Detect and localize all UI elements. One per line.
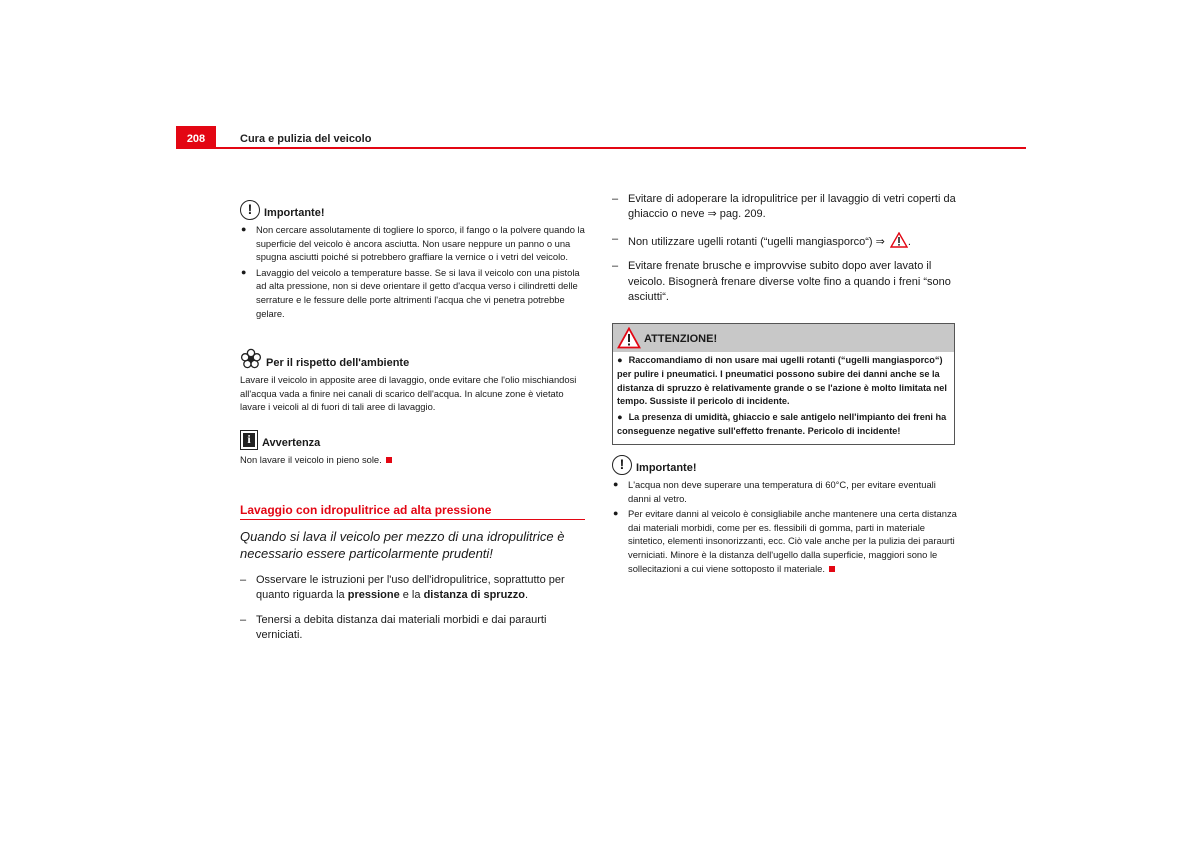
dash: – [612, 232, 619, 245]
info-icon: i [240, 430, 258, 450]
bullet: ● [241, 266, 247, 277]
dash: – [612, 193, 619, 205]
bullet: ● [613, 479, 619, 489]
note-title: Importante! [264, 207, 325, 219]
bullet: ● [241, 224, 247, 234]
exclamation-icon: ! [612, 455, 632, 475]
note-environment [240, 346, 585, 414]
exclamation-icon: ! [240, 200, 260, 220]
bullet: ● [617, 355, 623, 365]
list-item: ● Non cercare assolutamente di togliere lo sporco, il fango o la polvere quando la superficie del veicolo è ancora asciutta. Non usare neppure un panno o una spugna asciutti poiché si potrebbero graffiare la vernice o i vetri del veicolo. [241, 224, 585, 263]
dash: – [612, 260, 619, 273]
warning-title: ATTENZIONE! [644, 333, 718, 345]
bullet: ● [613, 508, 619, 519]
dash: – [240, 574, 247, 586]
flower-icon [240, 348, 262, 370]
page-header [176, 126, 1026, 148]
note-advice [240, 426, 585, 467]
dash: – [240, 613, 247, 626]
bullet: ● [617, 412, 623, 423]
list-item: ● L'acqua non deve superare una temperatura di 60°C, per evitare eventuali danni al vetro. [613, 479, 936, 504]
note-title: Per il rispetto dell'ambiente [266, 357, 410, 369]
warning-item: ● Raccomandiamo di non usare mai ugelli rotanti (“ugelli mangiasporco“) per pulire i pneumatici. I pneumatici possono subire dei danni anche se la distanza di spruzzo è relativamente grande o se l'azione è molto limitata nel tempo. Sussiste il pericolo di incidente. [617, 355, 947, 407]
list-item: – Tenersi a debita distanza dai materiali morbidi e dai paraurti verniciati. [240, 613, 547, 642]
warning-triangle-icon [617, 327, 641, 349]
note-title: Importante! [636, 462, 697, 474]
list-item: – Osservare le istruzioni per l'uso dell'idropulitrice, soprattutto per quanto riguarda la pressione e la distanza di spruzzo. [240, 574, 565, 602]
note-important-left [240, 196, 585, 320]
end-marker [829, 566, 835, 572]
warning-reference-icon [890, 232, 908, 248]
warning-box [612, 323, 955, 445]
header-rule [176, 147, 1026, 149]
procedure-list-left [240, 573, 585, 653]
procedure-list-right [612, 192, 957, 314]
chapter-title: Cura e pulizia del veicolo [240, 133, 372, 145]
list-item: – Non utilizzare ugelli rotanti (“ugelli mangiasporco“) ⇒ . [612, 232, 911, 248]
list-item: ● Per evitare danni al veicolo è consigliabile anche mantenere una certa distanza dai materiali morbidi, come per es. flessibili di gomma, parti in materiale sintetico, elementi insonorizzanti, ecc. Ciò vale anche per la pulizia dei paraurti verniciati. Minore è la distanza dell'ugello dalla superficie, maggiori sono le sollecitazioni a cui viene sottoposto il materiale. [613, 508, 957, 574]
section-title: Lavaggio con idropulitrice ad alta pressione [240, 503, 585, 520]
warning-header [613, 324, 954, 352]
note-important-right [612, 451, 957, 575]
list-item: – Evitare frenate brusche e improvvise subito dopo aver lavato il veicolo. Bisognerà frenare diverse volte fino a quando i freni “sono asciutti“. [612, 260, 951, 304]
note-title: Avvertenza [262, 437, 321, 449]
warning-item: ● La presenza di umidità, ghiaccio e sale antigelo nell'impianto dei freni ha conseguenze negative sull'effetto frenante. Pericolo di incidente! [617, 412, 947, 436]
page-number: 208 [176, 126, 216, 147]
end-marker [386, 457, 392, 463]
list-item: ● Lavaggio del veicolo a temperature basse. Se si lava il veicolo con una pistola ad alta pressione, non si deve orientare il getto d'acqua verso i cilindretti delle serrature e le fessure delle porte altrimenti l'acqua che vi penetra potrebbe gelare. [241, 266, 580, 319]
list-item: – Evitare di adoperare la idropulitrice per il lavaggio di vetri coperti da ghiaccio o neve ⇒ pag. 209. [612, 193, 956, 221]
section-intro: Quando si lava il veicolo per mezzo di una idropulitrice è necessario essere particolarmente prudenti! [240, 529, 565, 561]
environment-text: Lavare il veicolo in apposite aree di lavaggio, onde evitare che l'olio mischiandosi all'acqua vada a finire nei canali di scarico dell'acqua. In alcune zone è vietato lavare i veicoli al di fuori di tali aree di lavaggio. [240, 374, 577, 413]
advice-text: Non lavare il veicolo in pieno sole. [240, 453, 585, 467]
